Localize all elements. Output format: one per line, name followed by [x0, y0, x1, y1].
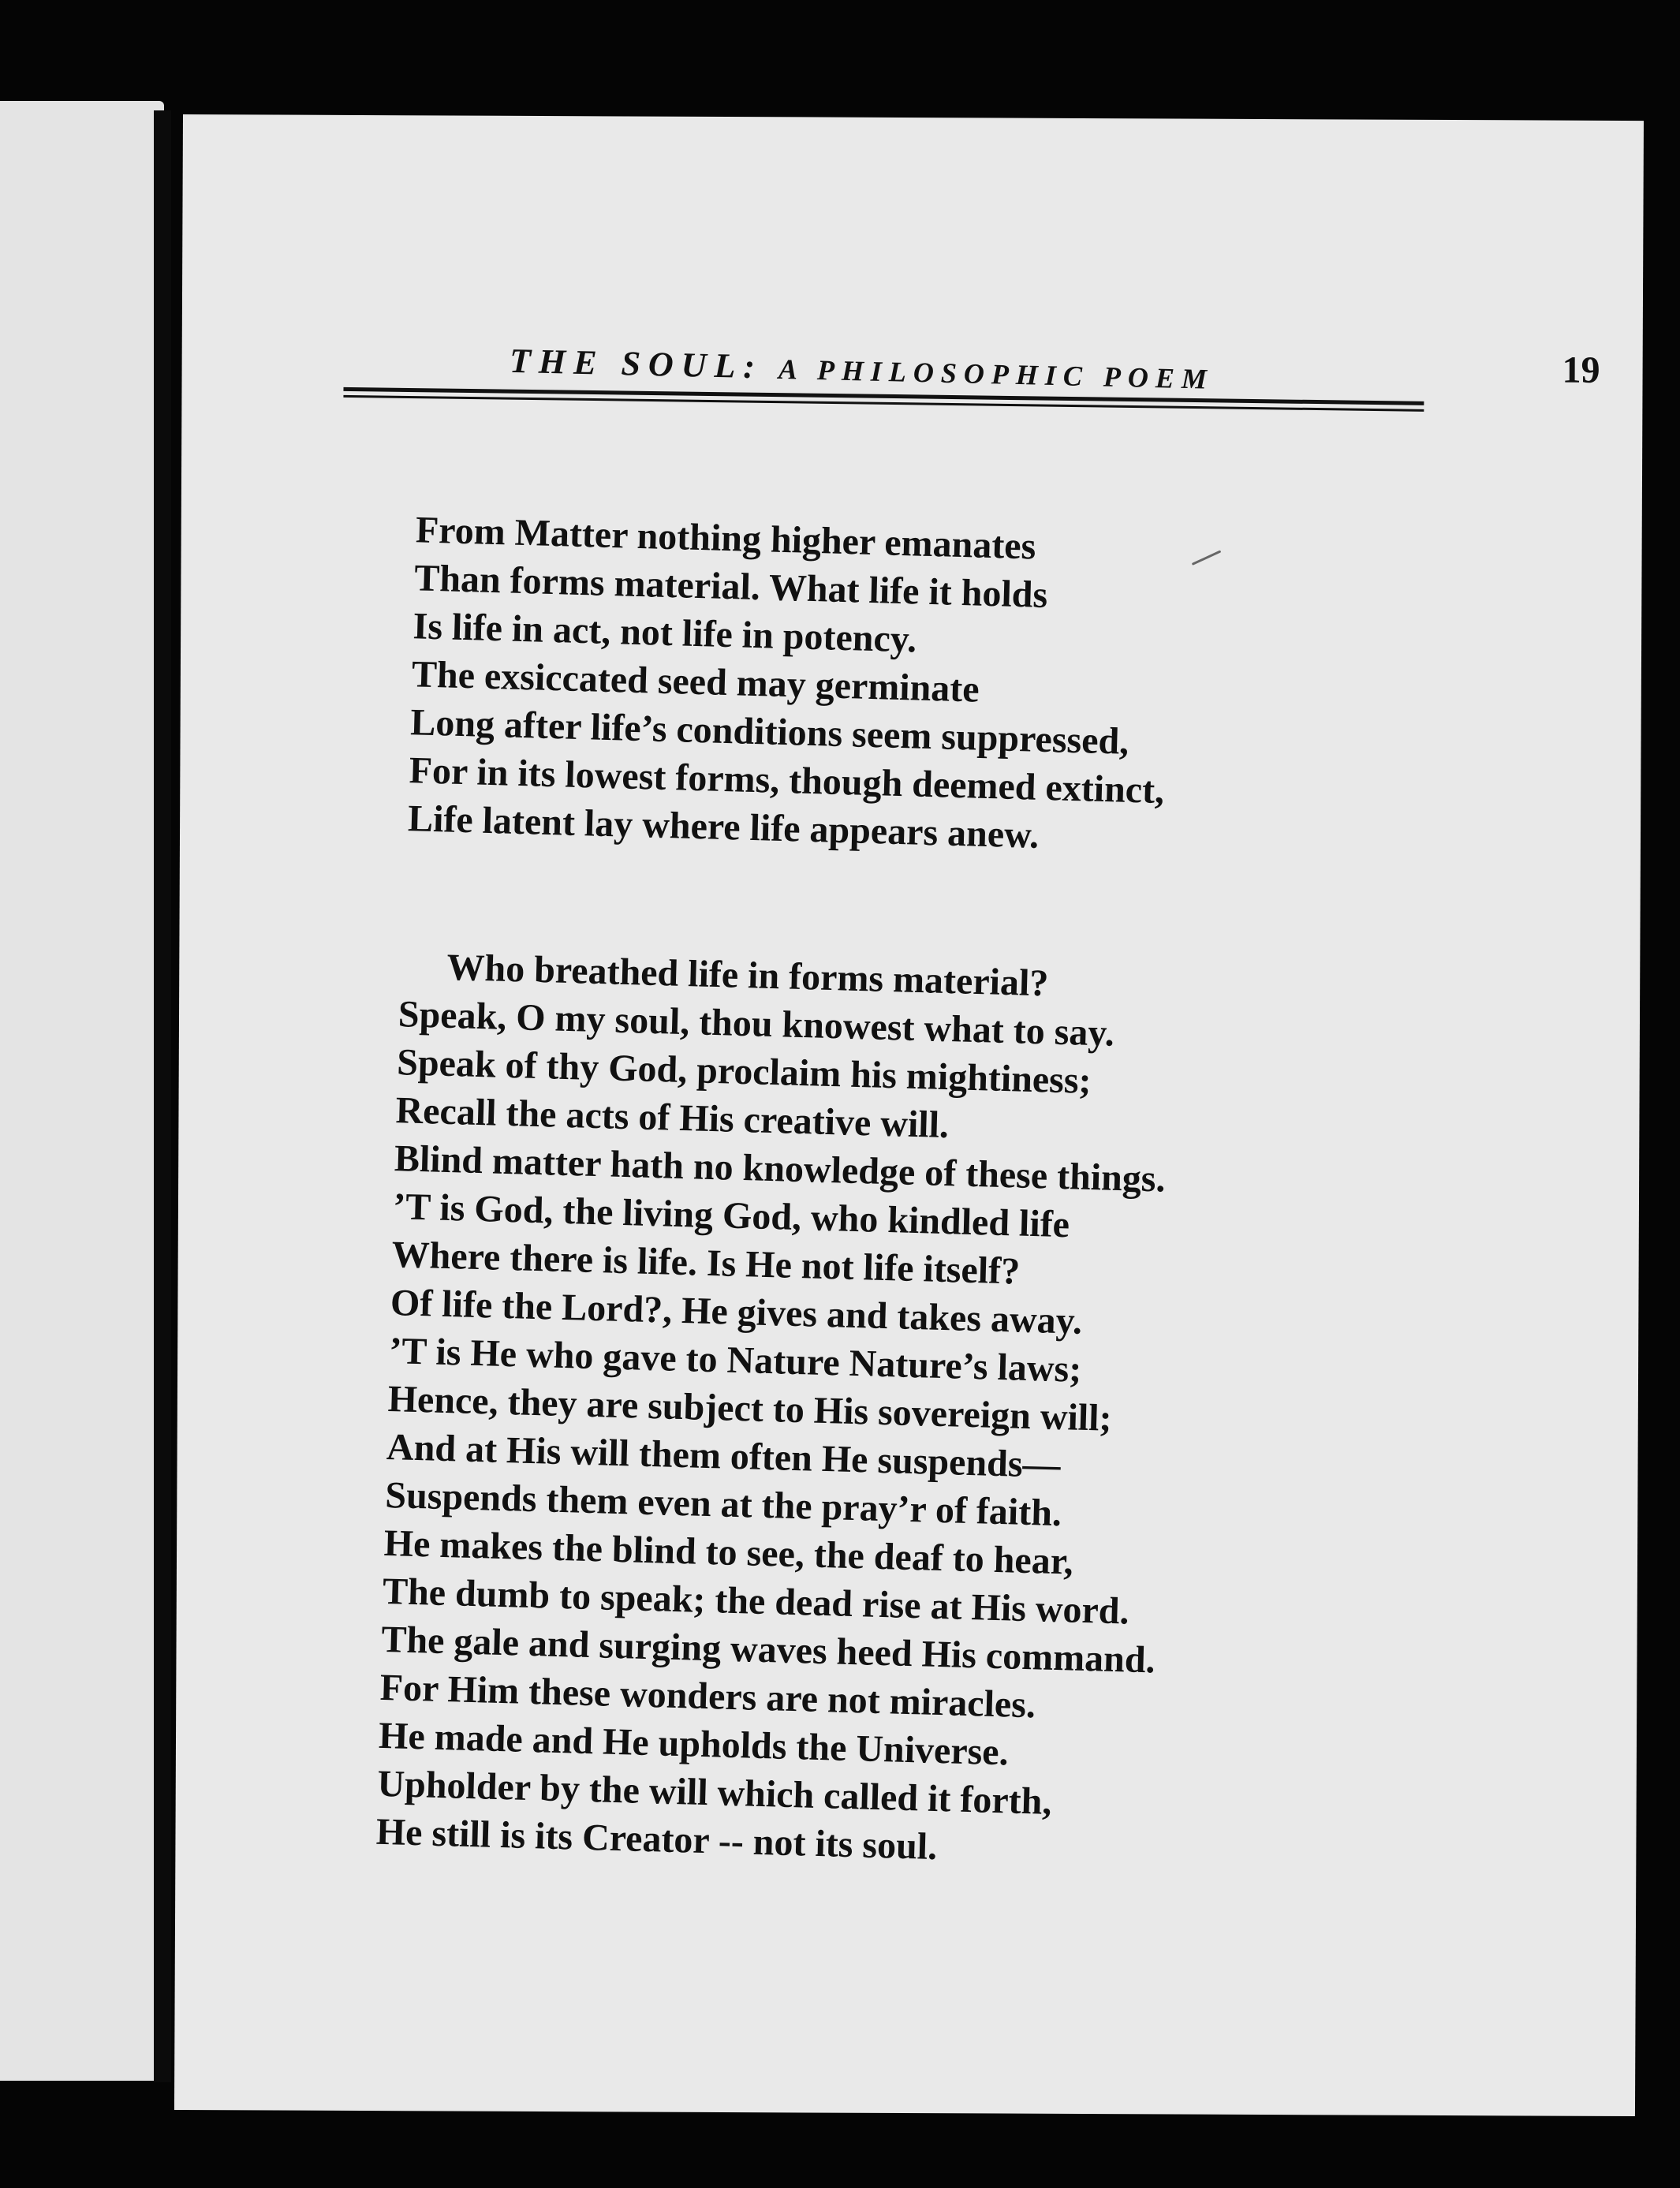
poem-line: Than forms material. What life it holds	[413, 557, 1048, 616]
running-title	[510, 341, 1215, 398]
page-gutter	[154, 110, 171, 2082]
poem-line: From Matter nothing higher emanates	[415, 509, 1037, 568]
poem-line: He still is its Creator -- not its soul.	[375, 1810, 938, 1869]
poem-line: Life latent lay where life appears anew.	[407, 797, 1040, 857]
poem-line: And at His will them often He suspends—	[386, 1425, 1062, 1487]
left-page-edge	[0, 101, 164, 2081]
stanza-2	[375, 942, 1174, 1876]
title-main: THE SOUL:	[509, 341, 763, 386]
book-page	[174, 114, 1644, 2116]
poem-line: Speak, O my soul, thou knowest what to say.	[398, 993, 1115, 1055]
poem-line: Where there is life. Is He not life itself?	[390, 1234, 1021, 1293]
poem-line: Suspends them even at the pray’r of faith.	[384, 1473, 1062, 1535]
poem-line: For in its lowest forms, though deemed extinct,	[409, 749, 1165, 812]
poem-line: Upholder by the will which called it forth,	[376, 1762, 1053, 1823]
poem-line: Of life the Lord?, He gives and takes away.	[390, 1282, 1083, 1342]
poem-line: Recall the acts of His creative will.	[394, 1089, 950, 1147]
poem-line: ’T is He who gave to Nature Nature’s laws;	[388, 1330, 1082, 1391]
poem-line: Blind matter hath no knowledge of these things.	[394, 1137, 1167, 1200]
page-number: 19	[1562, 349, 1600, 391]
poem-line: The gale and surging waves heed His command.	[380, 1618, 1156, 1682]
poem-line: For Him these wonders are not miracles.	[379, 1666, 1036, 1727]
poem-line: Hence, they are subject to His sovereign will;	[387, 1378, 1113, 1439]
poem-line: The exsiccated seed may germinate	[411, 653, 980, 711]
poem-line: Who breathed life in forms material?	[446, 946, 1050, 1005]
poem-line: Speak of thy God, proclaim his mightiness;	[396, 1041, 1092, 1102]
stanza-1	[407, 506, 1171, 863]
ink-speck	[1192, 550, 1222, 565]
title-subtitle: A PHILOSOPHIC POEM	[778, 353, 1215, 395]
poem-line: He makes the blind to see, the deaf to hear,	[383, 1522, 1074, 1583]
poem-line: Long after life’s conditions seem suppressed,	[409, 701, 1129, 763]
poem-line: The dumb to speak; the dead rise at His word.	[382, 1570, 1130, 1633]
poem-line: He made and He upholds the Universe.	[378, 1714, 1010, 1774]
poem-line: Is life in act, not life in potency.	[412, 605, 917, 661]
poem-line: ’T is God, the living God, who kindled life	[392, 1185, 1070, 1246]
